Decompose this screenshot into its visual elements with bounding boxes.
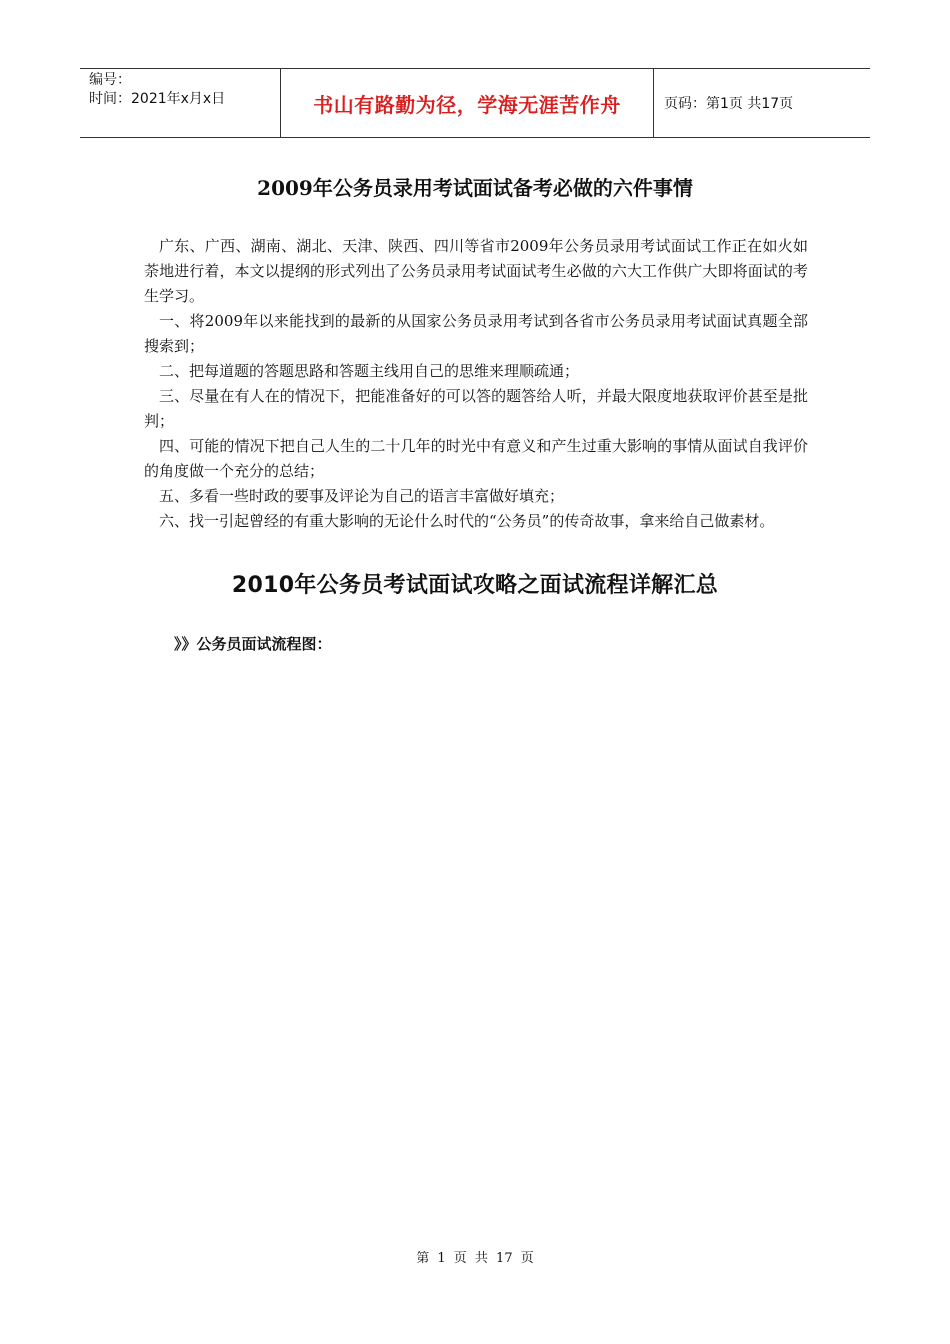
document-number-label: 编号： <box>89 72 131 88</box>
article1-item-2: 二、把每道题的答题思路和答题主线用自己的思维来理顺疏通； <box>159 362 580 380</box>
article1-item-4: 四、可能的情况下把自己人生的二十几年的时光中有意义和产生过重大影响的事情从面试自我评价的角度做一个充分的总结； <box>144 437 808 480</box>
article1-body <box>144 234 808 534</box>
header-motto-cell <box>281 69 654 137</box>
article1-intro: 广东、广西、湖南、湖北、天津、陕西、四川等省市2009年公务员录用考试面试工作正在如火如荼地进行着，本文以提纲的形式列出了公务员录用考试面试考生必做的六大工作供广大即将面试的考生学习。 <box>144 237 808 305</box>
flowchart-subheading: 》》公务员面试流程图： <box>174 635 332 653</box>
article1-title: 2009年公务员录用考试面试备考必做的六件事情 <box>257 176 693 200</box>
article1-item-5: 五、多看一些时政的要事及评论为自己的语言丰富做好填充； <box>159 487 565 505</box>
document-time-label: 时间：2021年x月x日 <box>89 91 226 107</box>
document-header <box>80 68 870 138</box>
page-footer: 第 1 页 共 17 页 <box>416 1251 534 1266</box>
header-page-info: 页码：第1页 共17页 <box>664 96 794 112</box>
header-motto: 书山有路勤为径，学海无涯苦作舟 <box>313 92 621 117</box>
article1-item-6: 六、找一引起曾经的有重大影响的无论什么时代的“公务员”的传奇故事，拿来给自己做素材。 <box>159 512 775 530</box>
header-meta <box>80 69 281 137</box>
article1-item-1: 一、将2009年以来能找到的最新的从国家公务员录用考试到各省市公务员录用考试面试真题全部搜索到； <box>144 312 808 355</box>
article1-item-3: 三、尽量在有人在的情况下，把能准备好的可以答的题答给人听，并最大限度地获取评价甚至是批判； <box>144 387 808 430</box>
article2-title: 2010年公务员考试面试攻略之面试流程详解汇总 <box>231 573 719 598</box>
